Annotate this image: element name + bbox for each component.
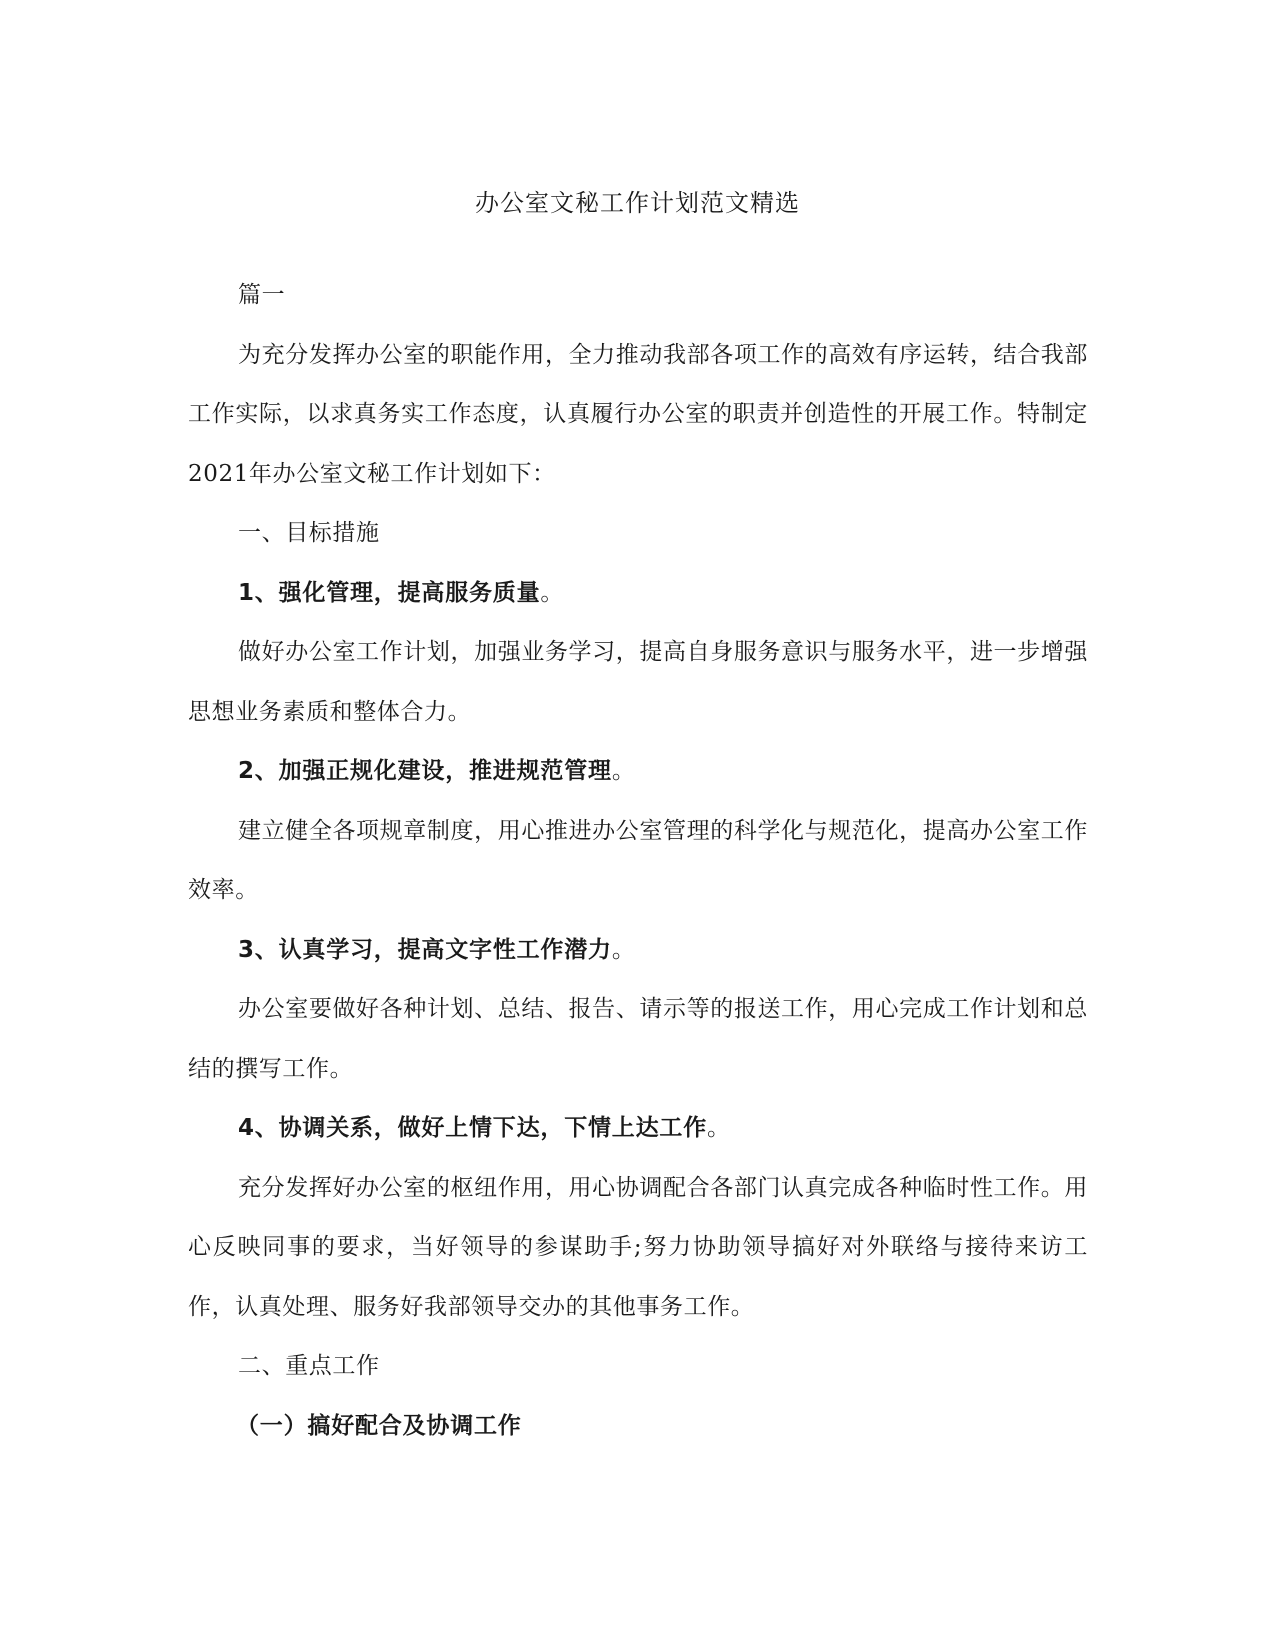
item1-heading-period: 。 xyxy=(540,579,565,606)
part2-heading: 二、重点工作 xyxy=(238,1353,380,1379)
document-body xyxy=(188,266,1088,1456)
item1-heading xyxy=(188,564,1088,624)
item2-heading xyxy=(188,742,1088,802)
item4-heading xyxy=(188,1099,1088,1159)
item4-heading-period: 。 xyxy=(707,1115,731,1141)
intro-paragraph: 为充分发挥办公室的职能作用，全力推动我部各项工作的高效有序运转，结合我部工作实际，以求真务实工作态度，认真履行办公室的职责并创造性的开展工作。特制定2021年办公室文秘工作计划如下： xyxy=(188,341,1088,487)
item3-heading-period: 。 xyxy=(611,936,636,963)
section-label: 篇一 xyxy=(238,282,286,308)
item3-body: 办公室要做好各种计划、总结、报告、请示等的报送工作，用心完成工作计划和总结的撰写工作。 xyxy=(188,996,1088,1082)
item2-body: 建立健全各项规章制度，用心推进办公室管理的科学化与规范化，提高办公室工作效率。 xyxy=(188,817,1088,903)
page-title: 办公室文秘工作计划范文精选 xyxy=(475,189,800,217)
item4-body: 充分发挥好办公室的枢纽作用，用心协调配合各部门认真完成各种临时性工作。用心反映同事的要求，当好领导的参谋助手;努力协助领导搞好对外联络与接待来访工作，认真处理、服务好我部领导交办的其他事务工作。 xyxy=(188,1174,1088,1320)
item2-heading-period: 。 xyxy=(611,758,636,784)
item3-heading-text: 3、认真学习，提高文字性工作潜力 xyxy=(238,936,612,963)
sub1-heading: （一）搞好配合及协调工作 xyxy=(236,1412,522,1439)
item1-heading-text: 1、强化管理，提高服务质量 xyxy=(238,579,541,606)
item2-heading-text: 2、加强正规化建设，推进规范管理 xyxy=(238,758,612,784)
item4-heading-text: 4、协调关系，做好上情下达，下情上达工作 xyxy=(238,1115,708,1141)
item1-body: 做好办公室工作计划，加强业务学习，提高自身服务意识与服务水平，进一步增强思想业务素质和整体合力。 xyxy=(188,639,1088,725)
part1-heading: 一、目标措施 xyxy=(238,520,380,546)
item3-heading xyxy=(188,921,1088,981)
